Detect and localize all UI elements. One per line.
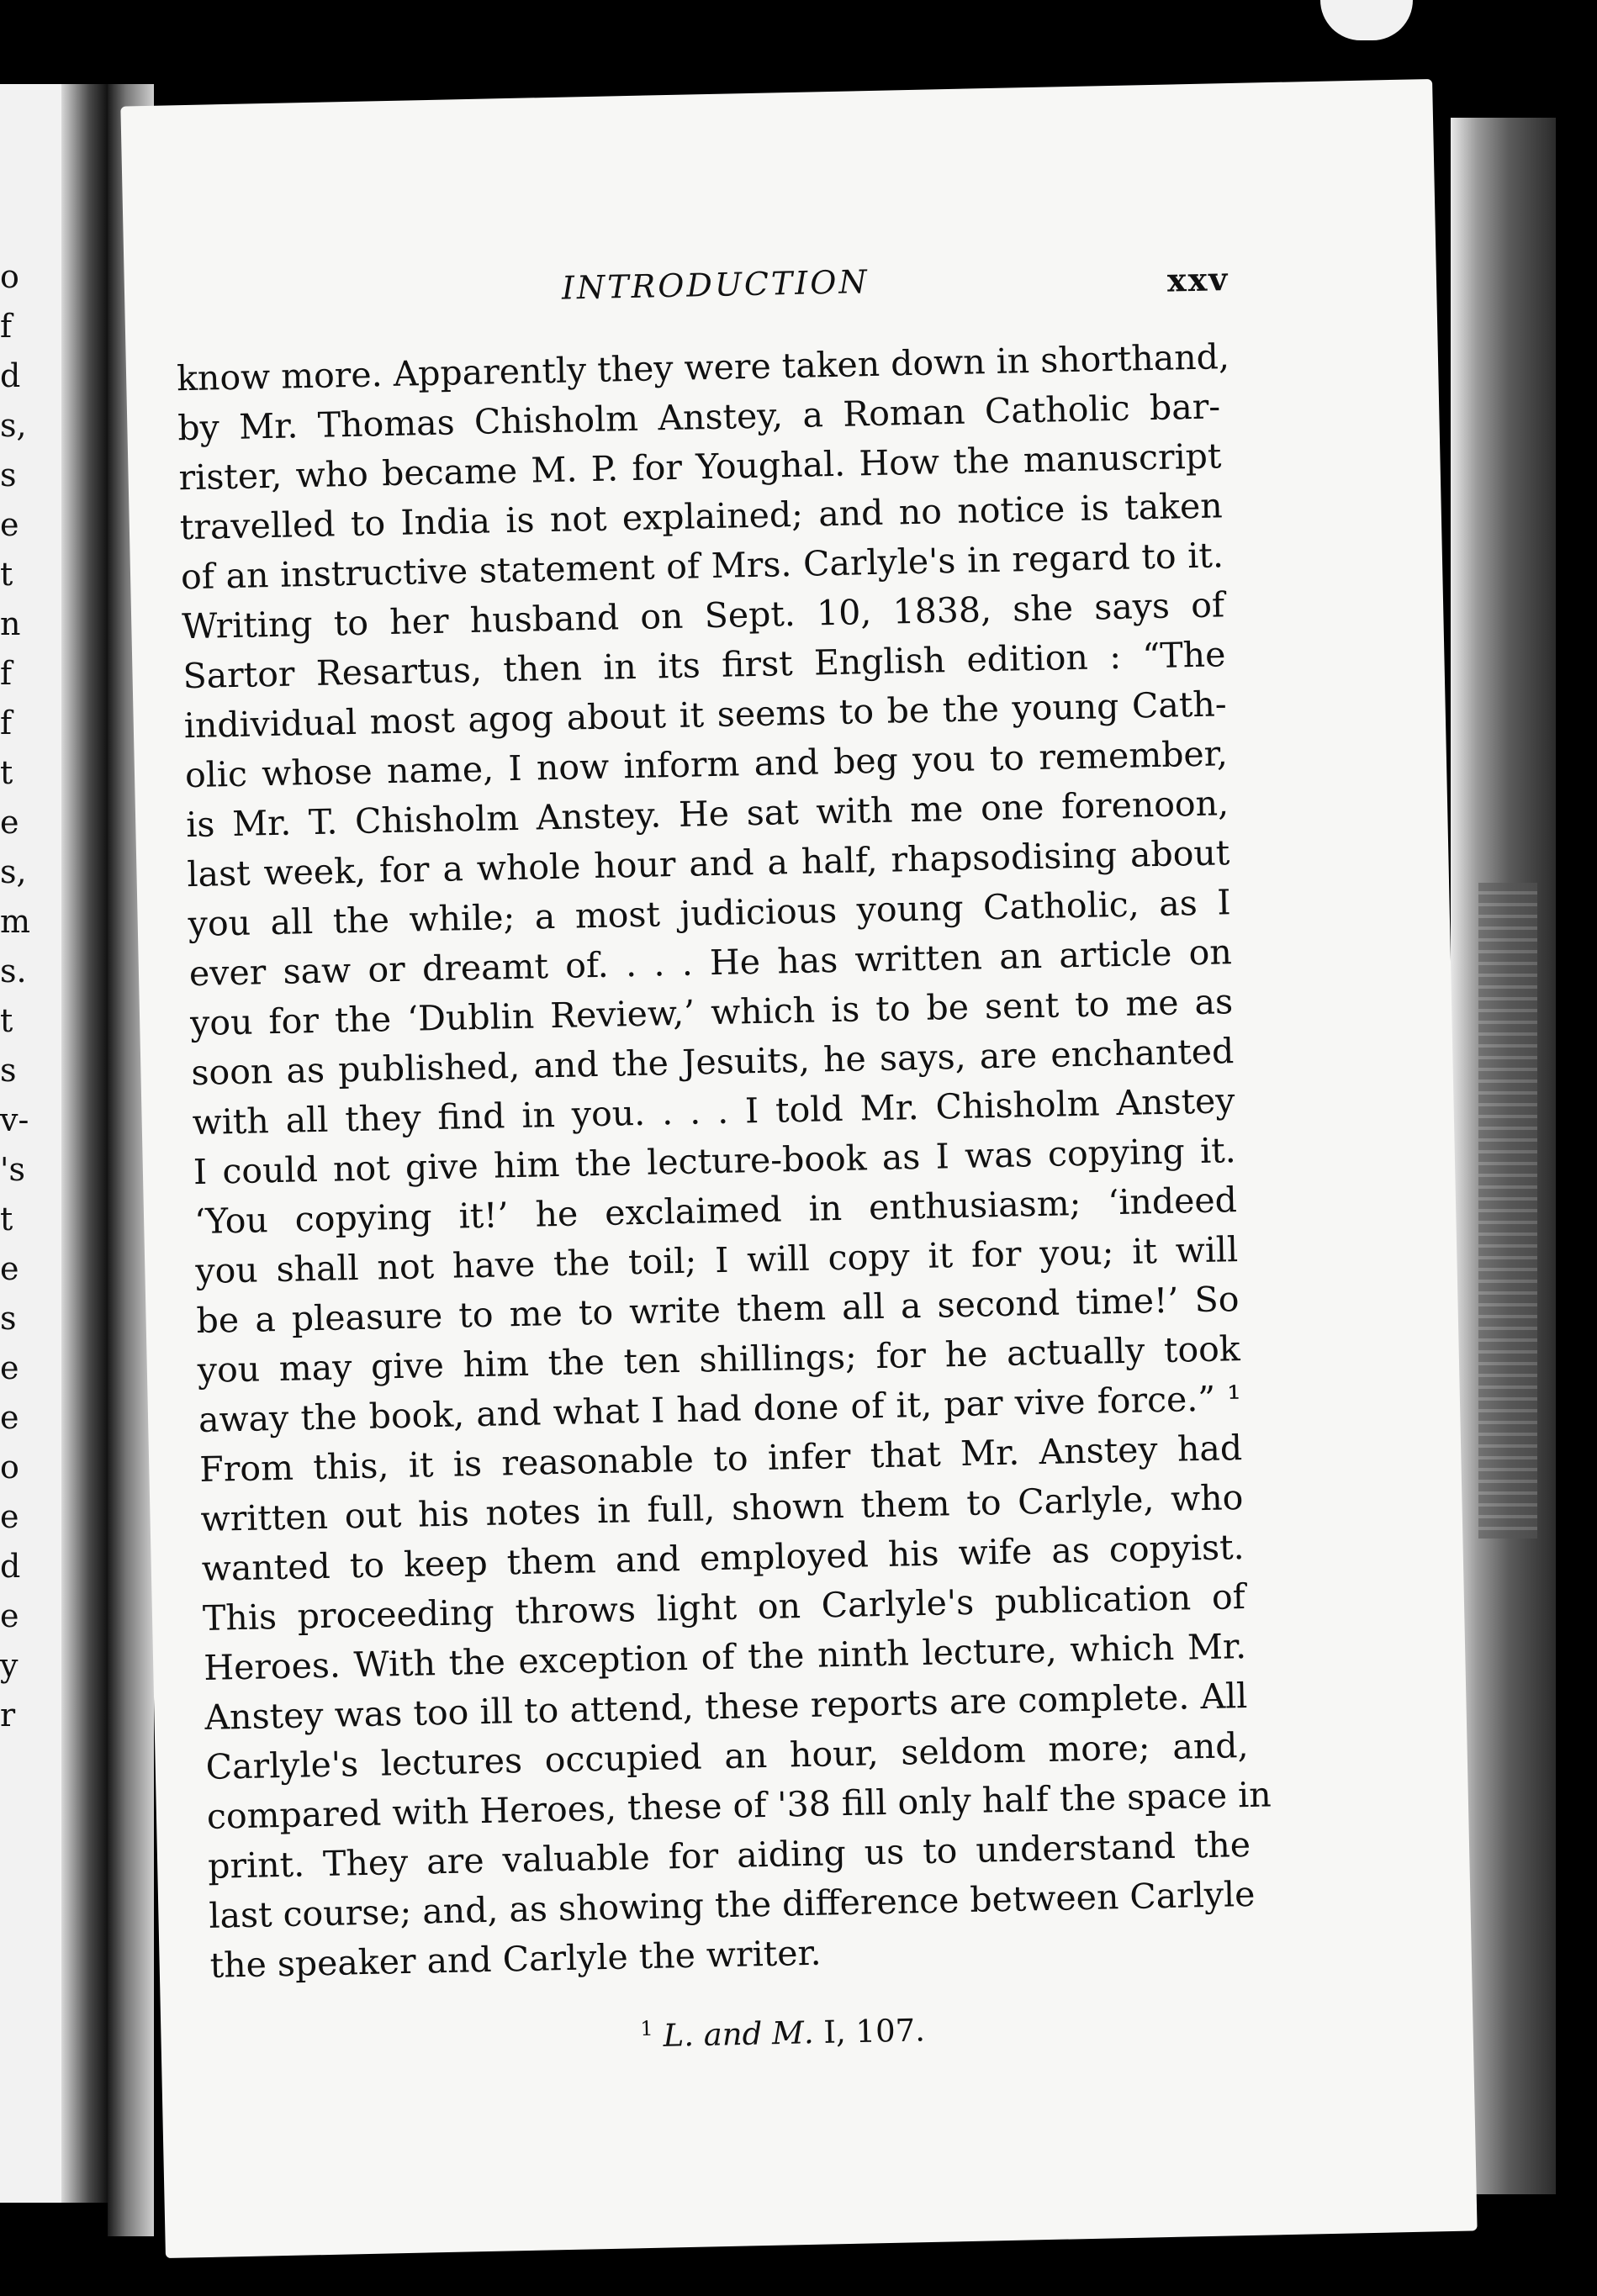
left-page-fragment: t bbox=[0, 1201, 13, 1238]
page-number: xxv bbox=[1166, 260, 1229, 299]
text-line: Heroes. With the exception of the ninth lecture, which Mr. bbox=[203, 1625, 1247, 1688]
left-page-fragment: t bbox=[0, 556, 13, 593]
text-line: with all they find in you. . . . I told Mr. Chisholm Anstey bbox=[192, 1080, 1235, 1143]
text-line: you for the ‘Dublin Review,’ which is to be sent to me as bbox=[189, 981, 1234, 1044]
left-page-fragment: e bbox=[0, 1250, 19, 1287]
text-line: individual most agog about it seems to be the young Cath- bbox=[183, 684, 1228, 747]
left-page-fragment: s bbox=[0, 1052, 17, 1089]
text-line: you may give him the ten shillings; for he actually took bbox=[197, 1328, 1241, 1391]
text-line: soon as published, and the Jesuits, he says, are enchanted bbox=[190, 1031, 1235, 1094]
left-page-fragment: e bbox=[0, 1399, 19, 1436]
text-line: away the book, and what I had done of it, par vive force.” ¹ bbox=[198, 1378, 1242, 1441]
text-line: Writing to her husband on Sept. 10, 1838, she says of bbox=[181, 584, 1225, 647]
text-line: Sartor Resartus, then in its first English edition : “The bbox=[182, 634, 1226, 697]
left-page-fragment: f bbox=[0, 655, 13, 692]
left-page-fragment: s, bbox=[0, 853, 27, 890]
text-line: of an instructive statement of Mrs. Carlyle's in regard to it. bbox=[180, 535, 1224, 598]
text-line: is Mr. T. Chisholm Anstey. He sat with me one forenoon, bbox=[185, 783, 1229, 846]
library-edge-stamp bbox=[1478, 883, 1537, 1539]
left-page-fragment: t bbox=[0, 754, 13, 791]
left-page-fragment: e bbox=[0, 1349, 19, 1386]
text-line: rister, who became M. P. for Youghal. How the manuscript bbox=[178, 435, 1222, 499]
text-line: be a pleasure to me to write them all a second time!’ So bbox=[196, 1279, 1240, 1342]
left-page-fragment: r bbox=[0, 1697, 16, 1734]
text-line: written out his notes in full, shown them to Carlyle, who bbox=[200, 1477, 1244, 1539]
text-line: know more. Apparently they were taken down in shorthand, bbox=[176, 336, 1230, 399]
left-page-fragment: f bbox=[0, 705, 13, 742]
text-line: travelled to India is not explained; and no notice is taken bbox=[179, 485, 1224, 548]
left-page-fragment: t bbox=[0, 1002, 13, 1039]
footnote-loc: I, 107. bbox=[822, 2012, 926, 2051]
library-stamp bbox=[1320, 0, 1413, 40]
left-page-fragment: n bbox=[0, 605, 21, 642]
text-line: From this, it is reasonable to infer that Mr. Anstey had bbox=[198, 1428, 1243, 1490]
text-line: last week, for a whole hour and a half, rhapsodising about bbox=[187, 832, 1230, 895]
footnote-ref: L. and M. bbox=[663, 2014, 815, 2054]
left-page-fragment: 's bbox=[0, 1151, 25, 1188]
text-line: the speaker and Carlyle the writer. bbox=[209, 1932, 822, 1986]
left-page-fragment: v- bbox=[0, 1101, 29, 1138]
left-page-fragment: e bbox=[0, 804, 19, 841]
text-line: olic whose name, I now inform and beg you to remember, bbox=[184, 733, 1229, 796]
left-page-fragment: y bbox=[0, 1647, 19, 1684]
left-page-fragment: d bbox=[0, 357, 21, 394]
text-line: you shall not have the toil; I will copy it for you; it will bbox=[194, 1229, 1239, 1292]
text-line: ever saw or dreamt of. . . . He has written an article on bbox=[188, 932, 1233, 995]
text-line: Carlyle's lectures occupied an hour, seldom more; and, bbox=[205, 1724, 1249, 1787]
footnote bbox=[640, 2011, 925, 2054]
left-page-fragment: o bbox=[0, 1449, 19, 1486]
text-line: ‘You copying it!’ he exclaimed in enthusiasm; ‘indeed bbox=[193, 1180, 1238, 1243]
left-page-fragment: s bbox=[0, 1300, 17, 1337]
left-page-fragment: s, bbox=[0, 407, 27, 444]
text-line: you all the while; a most judicious young Catholic, as I bbox=[188, 882, 1231, 945]
left-page-fragment: s bbox=[0, 457, 17, 494]
left-page-fragment: e bbox=[0, 1597, 19, 1634]
left-page-fragment: d bbox=[0, 1548, 21, 1585]
book-page bbox=[120, 79, 1477, 2258]
left-page-fragment: m bbox=[0, 903, 31, 940]
text-line: wanted to keep them and employed his wife as copyist. bbox=[201, 1527, 1245, 1589]
left-page-fragment: s. bbox=[0, 953, 27, 990]
left-page-fragment: e bbox=[0, 1498, 19, 1535]
left-page-fragment: f bbox=[0, 308, 13, 345]
text-line: by Mr. Thomas Chisholm Anstey, a Roman Catholic bar- bbox=[177, 386, 1221, 449]
left-page bbox=[0, 84, 108, 2203]
text-line: Anstey was too ill to attend, these reports are complete. All bbox=[204, 1675, 1248, 1738]
text-line: compared with Heroes, these of '38 fill only half the space in bbox=[206, 1774, 1272, 1837]
text-line: I could not give him the lecture-book as I was copying it. bbox=[193, 1130, 1237, 1193]
left-page-fragment: o bbox=[0, 258, 19, 295]
text-line: last course; and, as showing the difference between Carlyle bbox=[208, 1873, 1256, 1936]
text-line: This proceeding throws light on Carlyle's publication of bbox=[202, 1576, 1246, 1639]
text-line: print. They are valuable for aiding us to understand the bbox=[207, 1824, 1251, 1887]
footnote-marker: 1 bbox=[640, 2016, 653, 2041]
left-page-edge bbox=[61, 84, 108, 2203]
left-page-fragment: e bbox=[0, 506, 19, 543]
running-head: INTRODUCTION bbox=[561, 263, 870, 307]
